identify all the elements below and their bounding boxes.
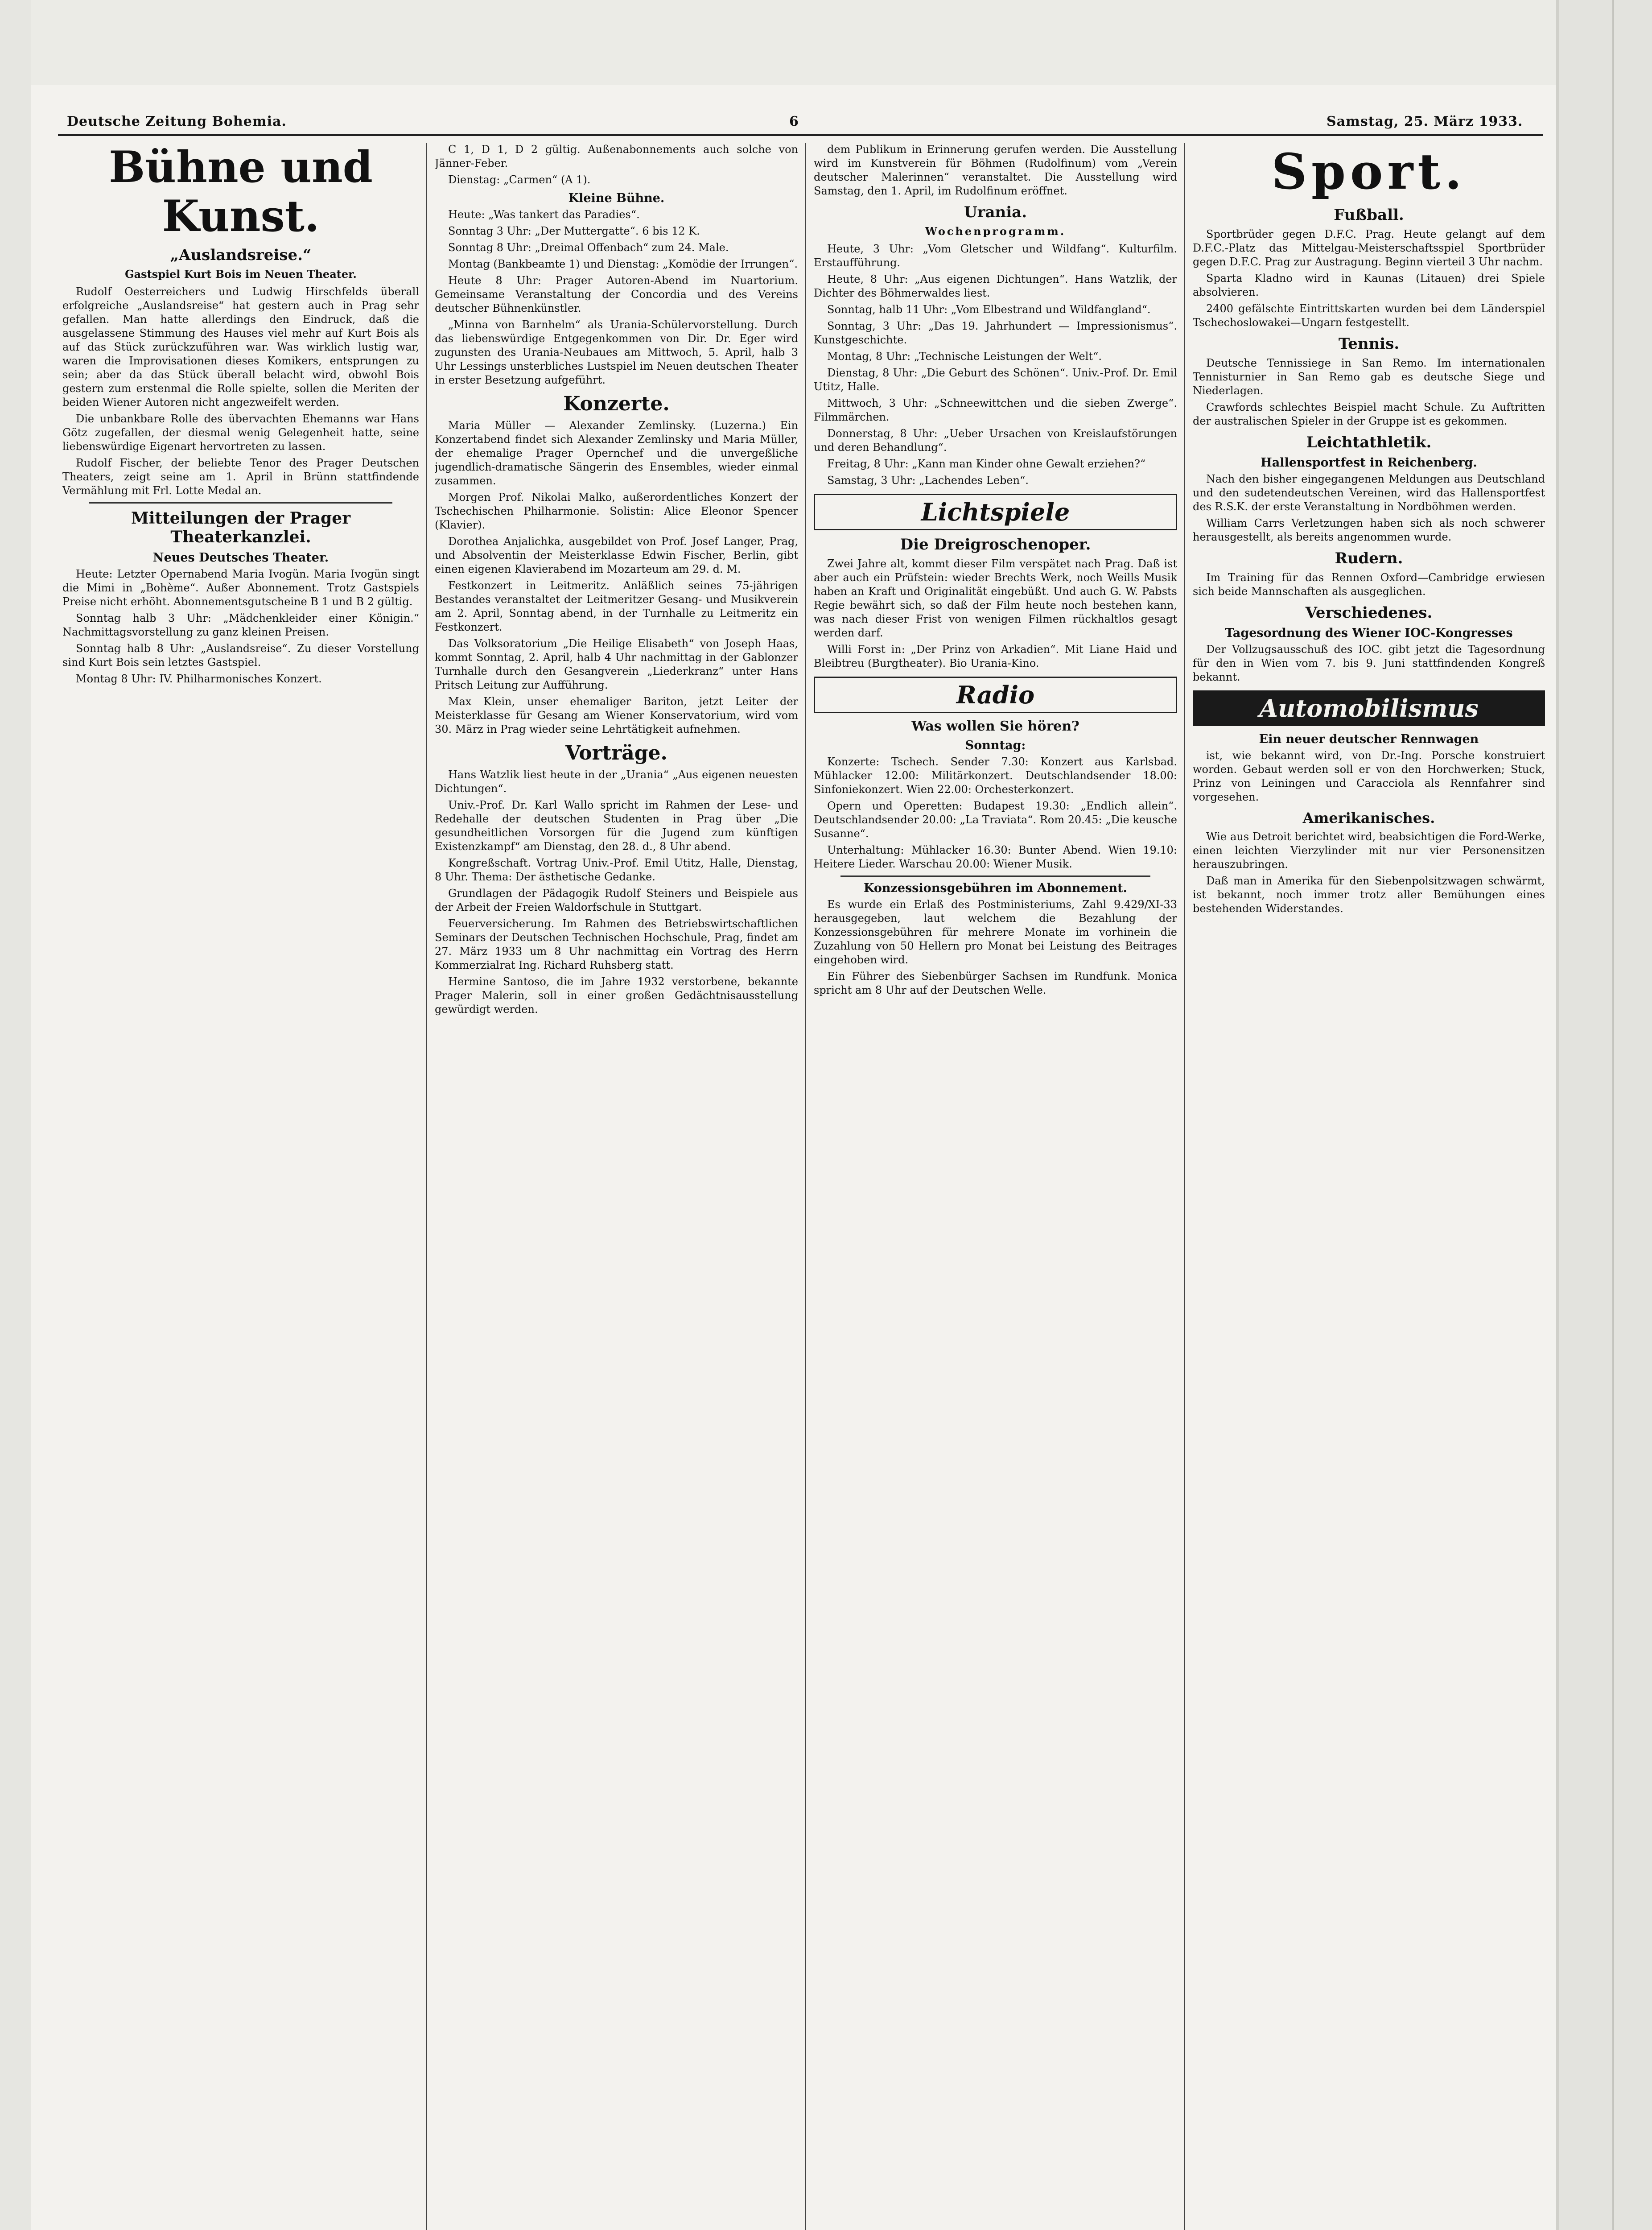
program-item: Heute, 8 Uhr: „Aus eigenen Dichtungen“. Hans Watzlik, der Dichter des Böhmerwaldes liest. [814,273,1177,299]
lecture-paragraph: Kongreßschaft. Vortrag Univ.-Prof. Emil Utitz, Halle, Dienstag, 8 Uhr. Thema: Der ästhetische Gedanke. [435,857,798,883]
program-item: Montag, 8 Uhr: „Technische Leistungen der Welt“. [827,350,1102,363]
program-item: Montag (Bankbeamte 1) und Dienstag: „Komödie der Irrungen“. [448,258,798,270]
fussball-title: Fußball. [1334,206,1404,224]
sport-paragraph: 2400 gefälschte Eintrittskarten wurden bei dem Länderspiel Tschechoslowakei—Ungarn festgestellt. [1193,302,1545,329]
notice-paragraph: Dienstag: „Carmen“ (A 1). [448,173,591,186]
sport-paragraph: Der Vollzugsausschuß des IOC. gibt jetzt die Tagesordnung für den in Wien vom 7. bis 9. Juni stattfindenden Kongreß bekannt. [1193,643,1545,683]
column-2 [435,143,798,2230]
scan-right-margin [1556,0,1652,2230]
notice-paragraph: „Minna von Barnhelm“ als Urania-Schülervorstellung. Durch das liebenswürdige Entgegenkommen von Dir. Dr. Eger wird zugunsten des Urania-Neubaues am Mittwoch, 5. April, halb 3 Uhr Lessings unsterbliches Lustspiel im Neuen deutschen Theater in erster Besetzung aufgeführt. [435,318,798,386]
notice-paragraph: Ein Führer des Siebenbürger Sachsen im Rundfunk. Monica spricht am 8 Uhr auf der Deutschen Welle. [814,970,1177,996]
sport-paragraph: Deutsche Tennissiege in San Remo. Im internationalen Tennisturnier in San Remo gab es deutsche Siege und Niederlagen. [1193,357,1545,397]
auto-paragraph: Wie aus Detroit berichtet wird, beabsichtigen die Ford-Werke, einen leichten Vierzylinder mit nur vier Personensitzen herauszubringen. [1193,830,1545,871]
column-3 [814,143,1177,2230]
column-divider-1 [426,143,427,2230]
sport-paragraph: Crawfords schlechtes Beispiel macht Schule. Zu Auftritten der australischen Spieler in der Gruppe ist es gekommen. [1193,401,1545,427]
program-item: Sonntag 3 Uhr: „Der Muttergatte“. 6 bis 12 K. [448,225,700,237]
notice-paragraph: Montag 8 Uhr: IV. Philharmonisches Konzert. [76,673,322,685]
divider [840,875,1150,877]
section-title-buehne: Bühne und Kunst. [109,143,373,241]
lecture-paragraph: Hermine Santoso, die im Jahre 1932 verstorbene, bekannte Prager Malerin, soll in einer großen Gedächtnisausstellung gewürdigt werden. [435,975,798,1016]
scan-left-margin [0,0,31,2230]
column-divider-2 [805,143,806,2230]
section-title-konzerte: Konzerte. [563,392,670,415]
concert-paragraph: Maria Müller — Alexander Zemlinsky. (Luzerna.) Ein Konzertabend findet sich Alexander Zemlinsky und Maria Müller, der ehemalige Prager Opernchef und die unvergeßliche jugendlich-dramatische Sängerin des Ensembles, wieder einmal zusammen. [435,419,798,487]
concert-paragraph: Morgen Prof. Nikolai Malko, außerordentliches Konzert der Tschechischen Philharmonie. Solistin: Alice Eleonor Spencer (Klavier). [435,491,798,531]
concert-paragraph: Festkonzert in Leitmeritz. Anläßlich seines 75-jährigen Bestandes veranstaltet der Leitmeritzer Gesang- und Musikverein am 2. April, Sonntag abend, in der Turnhalle zu Leitmeritz ein Festkonzert. [435,579,798,633]
article-title-auslandsreise: „Auslandsreise.“ [170,246,312,264]
notice-paragraph: Sonntag halb 8 Uhr: „Auslandsreise“. Zu dieser Vorstellung sind Kurt Bois sein letztes Gastspiel. [62,642,419,669]
urania-subtitle: Wochenprogramm. [925,225,1066,238]
radio-item: Opern und Operetten: Budapest 19.30: „Endlich allein“. Deutschlandsender 20.00: „La Traviata“. Rom 20.45: „Die keusche Susanne“. [814,800,1177,840]
notice-paragraph: Es wurde ein Erlaß des Postministeriums, Zahl 9.429/XI-33 herausgegeben, laut welchem die Bezahlung der Konzessionsgebühren für mehrere Monate im vorhinein die Zuzahlung von 50 Hellern pro Monat bei Leistung des Beitrages eingehoben wird. [814,898,1177,966]
lecture-paragraph: Univ.-Prof. Dr. Karl Wallo spricht im Rahmen der Lese- und Redehalle der deutschen Studenten in Prag über „Die gesundheitlichen Vorsorgen für die Jugend zum künftigen Existenzkampf“ am Dienstag, den 28. d., 8 Uhr abend. [435,799,798,853]
section-title-lichtspiele: Lichtspiele [814,494,1177,530]
sport-paragraph: Im Training für das Rennen Oxford—Cambridge erwiesen sich beide Mannschaften als ausgeglichen. [1193,571,1545,598]
sport-paragraph: William Carrs Verletzungen haben sich als noch schwerer herausgestellt, als bereits angenommen wurde. [1193,517,1545,543]
concert-paragraph: Max Klein, unser ehemaliger Bariton, jetzt Leiter der Meisterklasse für Gesang am Wiener Konservatorium, wird vom 30. März in Prag wieder seine Lehrtätigkeit aufnehmen. [435,695,798,735]
article-paragraph: Die unbankbare Rolle des übervachten Ehemanns war Hans Götz zugefallen, der diesmal wenig Gelegenheit hatte, seine liebenswürdige Eigenart hervortreten zu lassen. [62,413,419,453]
program-item: Heute: „Was tankert das Paradies“. [448,208,640,221]
section-title-vortraege: Vorträge. [565,742,667,764]
verschiedenes-title: Verschiedenes. [1305,604,1433,622]
konzession-title: Konzessionsgebühren im Abonnement. [864,881,1127,895]
leichtathletik-title: Leichtathletik. [1306,434,1432,451]
notice-paragraph: Heute 8 Uhr: Prager Autoren-Abend im Nuartorium. Gemeinsame Veranstaltung der Concordia und des Vereins deutscher Bühnenkünstler. [435,274,798,314]
radio-item: Konzerte: Tschech. Sender 7.30: Konzert aus Karlsbad. Mühlacker 12.00: Militärkonzert. Deutschlandsender 18.00: Sinfoniekonzert. Wien 22.00: Orchesterkonzert. [814,756,1177,796]
automobil-subtitle: Ein neuer deutscher Rennwagen [1259,732,1479,746]
article-subtitle: Gastspiel Kurt Bois im Neuen Theater. [125,268,357,281]
auto-paragraph: ist, wie bekannt wird, von Dr.-Ing. Porsche konstruiert worden. Gebaut werden soll er von den Horchwerken; Stuck, Prinz von Leiningen und Caracciola als Rennfahrer sind vorgesehen. [1193,749,1545,803]
program-item: Dienstag, 8 Uhr: „Die Geburt des Schönen“. Univ.-Prof. Dr. Emil Utitz, Halle. [814,367,1177,393]
article-paragraph: Rudolf Oesterreichers und Ludwig Hirschfelds überall erfolgreiche „Auslandsreise“ hat gestern auch in Prag sehr gefallen. Man hatte allerdings den Eindruck, daß die ausgelassene Stimmung des Hauses viel mehr auf Kurt Bois als auf das Stück zurückzuführen war. Was wirklich lustig war, waren die Improvisationen dieses Komikers, entsprungen zu sein; aber da das Stück überall belacht wird, obwohl Bois gestern zum erstenmal die Rolle spielte, sollen die Meriten der beiden Wiener Autoren nicht angezweifelt werden. [62,285,419,409]
concert-paragraph: Dorothea Anjalichka, ausgebildet von Prof. Josef Langer, Prag, und Absolventin der Meisterklasse Edwin Fischer, Berlin, gibt einen eigenen Klavierabend im Mozarteum am 29. d. M. [435,535,798,575]
amerikanisches-title: Amerikanisches. [1302,809,1435,826]
section-subtitle: Neues Deutsches Theater. [152,551,329,565]
lecture-paragraph: Feuerversicherung. Im Rahmen des Betriebswirtschaftlichen Seminars der Deutschen Technischen Hochschule, Prag, findet am 27. März 1933 um 8 Uhr nachmittag ein Vortrag des Herrn Kommerzialrat Ing. Richard Ruhsberg statt. [435,917,798,971]
kleine-buehne-title: Kleine Bühne. [568,191,665,205]
notice-paragraph: C 1, D 1, D 2 gültig. Außenabonnements auch solche von Jänner-Feber. [435,143,798,169]
notice-paragraph: Sonntag halb 3 Uhr: „Mädchenkleider einer Königin.“ Nachmittagsvorstellung zu ganz kleinen Preisen. [62,612,419,638]
radio-day: Sonntag: [965,739,1026,752]
notice-paragraph: Heute: Letzter Opernabend Maria Ivogün. Maria Ivogün singt die Mimi in „Bohème“. Außer Abonnement. Trotz Gastspiels Preise nicht erhöht. Abonnementsgutscheine B 1 und B 2 gültig. [62,568,419,608]
leichtathletik-subtitle: Hallensportfest in Reichenberg. [1261,456,1477,470]
radio-item: Unterhaltung: Mühlacker 16.30: Bunter Abend. Wien 19.10: Heitere Lieder. Warschau 20.00: Wiener Musik. [814,844,1177,870]
page-number: 6 [789,114,799,129]
verschiedenes-subtitle: Tagesordnung des Wiener IOC-Kongresses [1225,626,1513,640]
rudern-title: Rudern. [1335,549,1403,567]
film-paragraph: Zwei Jahre alt, kommt dieser Film verspätet nach Prag. Daß ist aber auch ein Prüfstein: wieder Brechts Werk, noch Weills Musik haben an Kraft und Originalität eingebüßt. Und auch G. W. Pabsts Regie bewährt sich, so daß der Film heute noch bestehen kann, was nach dieser Frist von wenigen Filmen rückhaltlos gesagt werden darf. [814,558,1177,639]
lecture-paragraph: Grundlagen der Pädagogik Rudolf Steiners und Beispiele aus der Arbeit der Freien Waldorfschule in Stuttgart. [435,887,798,913]
tennis-title: Tennis. [1338,335,1400,353]
section-title-radio: Radio [814,677,1177,713]
header-rule [58,134,1543,136]
program-item: Sonntag, halb 11 Uhr: „Vom Elbestrand und Wildfangland“. [827,303,1151,316]
notice-paragraph: dem Publikum in Erinnerung gerufen werden. Die Ausstellung wird im Kunstverein für Böhmen (Rudolfinum) vom „Verein deutscher Malerinnen“ veranstaltet. Die Ausstellung wird Samstag, den 1. April, im Rudolfinum eröffnet. [814,143,1177,197]
program-item: Sonntag, 3 Uhr: „Das 19. Jahrhundert — Impressionismus“. Kunstgeschichte. [814,320,1177,346]
sport-paragraph: Sparta Kladno wird in Kaunas (Litauen) drei Spiele absolvieren. [1193,272,1545,298]
column-divider-3 [1184,143,1185,2230]
section-title-urania: Urania. [964,203,1027,221]
column-1 [62,143,419,2230]
film-paragraph: Willi Forst in: „Der Prinz von Arkadien“. Mit Liane Haid und Bleibtreu (Burgtheater). Bio Urania-Kino. [814,643,1177,669]
film-title: Die Dreigroschenoper. [900,536,1091,553]
program-item: Samstag, 3 Uhr: „Lachendes Leben“. [827,474,1029,487]
section-title-theaterkanzlei: Mitteilungen der Prager Theaterkanzlei. [131,509,351,546]
sport-paragraph: Sportbrüder gegen D.F.C. Prag. Heute gelangt auf dem D.F.C.-Platz das Mittelgau-Meisterschaftsspiel Sportbrüder gegen D.F.C. Prag zur Austragung. Beginn vierteil 3 Uhr nachm. [1193,228,1545,268]
page-edge [1612,0,1614,2230]
auto-paragraph: Daß man in Amerika für den Siebenpolsitzwagen schwärmt, ist bekannt, noch immer trotz aller Bemühungen eines bestehenden Widerstandes. [1193,875,1545,915]
divider [89,502,392,504]
lecture-paragraph: Hans Watzlik liest heute in der „Urania“ „Aus eigenen neuesten Dichtungen“. [435,768,798,795]
program-item: Sonntag 8 Uhr: „Dreimal Offenbach“ zum 24. Male. [448,241,729,254]
program-item: Mittwoch, 3 Uhr: „Schneewittchen und die sieben Zwerge“. Filmmärchen. [814,397,1177,423]
paper-name: Deutsche Zeitung Bohemia. [67,114,287,129]
program-item: Heute, 3 Uhr: „Vom Gletscher und Wildfang“. Kulturfilm. Erstaufführung. [814,243,1177,269]
sport-paragraph: Nach den bisher eingegangenen Meldungen aus Deutschland und den sudetendeutschen Vereinen, wird das Hallensportfest des R.S.K. der erste Veranstaltung in Nordböhmen werden. [1193,473,1545,513]
issue-date: Samstag, 25. März 1933. [1327,114,1523,129]
section-title-sport: Sport. [1271,143,1467,200]
program-item: Freitag, 8 Uhr: „Kann man Kinder ohne Gewalt erziehen?“ [827,458,1146,470]
concert-paragraph: Das Volksoratorium „Die Heilige Elisabeth“ von Joseph Haas, kommt Sonntag, 2. April, halb 4 Uhr nachmittag in der Gablonzer Turnhalle durch den Gesangverein „Liederkranz“ unter Hans Pritsch Leitung zur Aufführung. [435,637,798,691]
radio-subtitle: Was wollen Sie hören? [911,719,1079,734]
program-item: Donnerstag, 8 Uhr: „Ueber Ursachen von Kreislaufstörungen und deren Behandlung“. [814,427,1177,454]
article-paragraph: Rudolf Fischer, der beliebte Tenor des Prager Deutschen Theaters, zeigt seine am 1. April in Brünn stattfindende Vermählung mit Frl. Lotte Medal an. [62,457,419,497]
section-title-automobilismus: Automobilismus [1193,690,1545,726]
column-4 [1193,143,1545,2230]
